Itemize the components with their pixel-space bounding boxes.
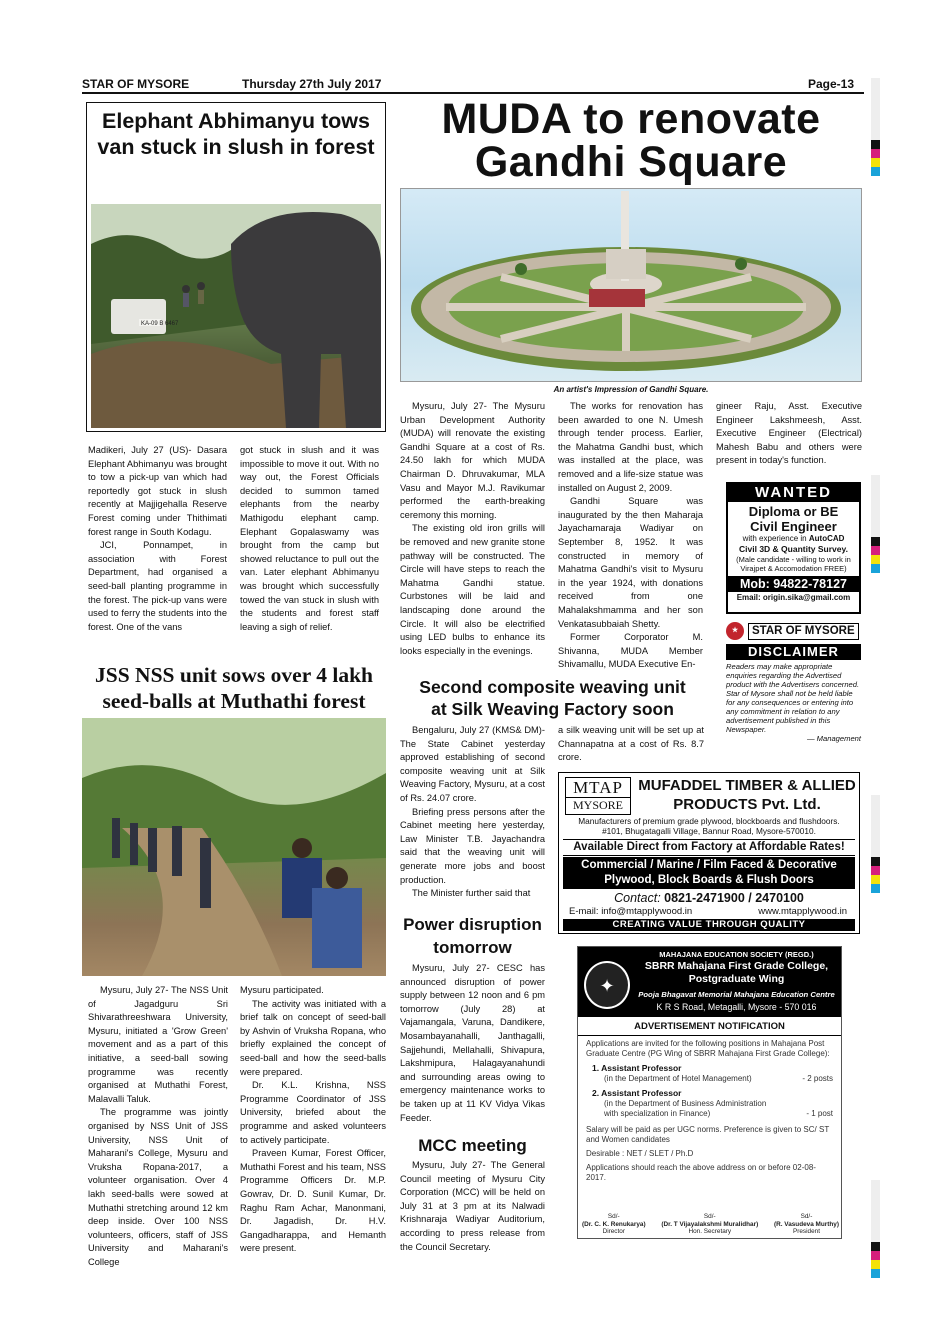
paragraph: The works for renovation has been awarded to one N. Umesh through tender process. Earlier, the Mahatma Gandhi bust, which was installed at the place, was removed and a life-size statue was installed on August 2, 2009. — [558, 401, 703, 493]
muda-headline-line-1: MUDA to renovate — [441, 95, 821, 143]
mahajana-pos1: 1. Assistant Professor — [592, 1063, 682, 1073]
gandhi-square-render — [400, 188, 862, 382]
color-swatch — [871, 1251, 880, 1260]
color-swatch — [871, 167, 880, 176]
mahajana-pos2-dept-l1: (in the Department of Business Administration — [604, 1099, 767, 1108]
nss-headline — [82, 662, 386, 714]
page-number: Page-13 — [808, 77, 855, 91]
mahajana-pos2-dept-l2: with specialization in Finance) — [604, 1109, 711, 1118]
wanted-line-4: Civil 3D & Quantity Survey. — [739, 544, 848, 554]
color-swatch — [871, 564, 880, 573]
color-swatch — [871, 1260, 880, 1269]
wanted-title: WANTED — [728, 484, 859, 502]
signatory-name: (Dr. T Vijayalakshmi Muralidhar) — [661, 1220, 759, 1228]
color-swatch — [871, 140, 880, 149]
wanted-ad — [726, 482, 861, 614]
wanted-experience-software: AutoCAD — [808, 534, 845, 543]
color-swatch — [871, 537, 880, 546]
mahajana-pos2-count: - 1 post — [806, 1109, 833, 1118]
elephant-photo — [91, 204, 381, 428]
signatory-president — [774, 1213, 839, 1236]
mtap-contact-numbers: 0821-2471900 / 2470100 — [664, 891, 804, 905]
weaving-headline-line-2: at Silk Weaving Factory soon — [431, 699, 674, 719]
paragraph: Briefing press persons after the Cabinet meeting here yesterday, Law Minister T.B. Jayachandra said that the weaving unit will generate more jobs and boost production. — [400, 806, 545, 885]
mtap-name-l2: PRODUCTS Pvt. Ltd. — [673, 796, 821, 813]
signatory-director — [582, 1213, 646, 1236]
signatory-name: (R. Vasudeva Murthy) — [773, 1220, 839, 1228]
nss-headline-line-1: JSS NSS unit sows over 4 lakh — [95, 663, 373, 687]
color-swatch — [871, 866, 880, 875]
mtap-contact — [563, 891, 855, 906]
mahajana-pos1-dept: (in the Department of Hotel Management) — [604, 1074, 752, 1083]
signatory-role: President — [792, 1228, 820, 1236]
signatory-name: (Dr. C. K. Renukarya) — [582, 1220, 646, 1228]
mtap-contact-label: Contact: — [614, 891, 665, 905]
weaving-headline — [400, 676, 705, 720]
paragraph: Mysuru participated. — [240, 985, 324, 995]
margin-strip — [871, 78, 880, 140]
color-swatch — [871, 875, 880, 884]
color-swatch — [871, 158, 880, 167]
wanted-mobile: Mob: 94822-78127 — [728, 576, 859, 592]
star-logo-icon: ★ — [726, 622, 744, 640]
muda-col-3 — [716, 400, 862, 468]
mahajana-desirable: Desirable : NET / SLET / Ph.D — [586, 1149, 694, 1158]
mahajana-pos1-row — [578, 1074, 841, 1084]
volunteer — [312, 888, 362, 968]
paragraph: Praveen Kumar, Forest Officer, Muthathi Forest and his team, NSS Programme Officers Dr. M.P. Gowrav, Dr. D. Sunil Kumar, Dr. Raghu Ram Achar, Manonmani, Dr. Jagadish, Dr. H.V. Gangadharappa, and Hemanth were present. — [240, 1148, 386, 1254]
color-swatch — [871, 857, 880, 866]
wanted-line-1: Diploma or BE — [748, 504, 839, 519]
mcc-headline: MCC meeting — [418, 1136, 527, 1155]
power-headline-line-2: tomorrow — [433, 938, 512, 957]
power-headline-line-1: Power disruption — [403, 915, 542, 934]
mahajana-pos2: 2. Assistant Professor — [592, 1088, 682, 1098]
mahajana-intro: Applications are invited for the following positions in Mahajana Post Graduate Centre (PG Wing of SBRR Mahajana First Grade College): — [586, 1039, 830, 1058]
margin-strip — [871, 795, 880, 857]
paragraph: Former Corporator M. Shivanna, MUDA Member Shivamallu, MUDA Executive En- — [558, 632, 703, 670]
signatory-secretary — [661, 1213, 758, 1236]
mahajana-college-l2: Postgraduate Wing — [688, 973, 785, 985]
paragraph: Madikeri, July 27 (US)- Dasara Elephant Abhimanyu was brought to tow a pick-up van which had reportedly got stuck in slush recently at Majjigehalla Reserve Forest coming under Thithimati forest range in South Kodagu. — [88, 445, 227, 537]
mtap-logo-l2: MYSORE — [566, 797, 630, 812]
margin-strip — [871, 1180, 880, 1242]
mahajana-pos2-row — [578, 1109, 841, 1119]
wanted-line-3 — [728, 534, 859, 544]
wanted-email: Email: origin.sika@gmail.com — [736, 593, 851, 602]
paragraph: Bengaluru, July 27 (KMS& DM)- The State Cabinet yesterday approved establishing of second composite weaving unit at Silk Weaving Factory, Mysuru, at a cost of Rs. 24.07 crore. — [400, 725, 545, 803]
mtap-desc: Manufacturers of premium grade plywood, blockboards and flushdoors. — [578, 816, 840, 826]
margin-strip — [871, 475, 880, 537]
disclaimer-sign: — Management — [806, 734, 861, 743]
color-swatch — [871, 149, 880, 158]
red-steps — [589, 289, 645, 307]
paper-name: STAR OF MYSORE — [82, 77, 190, 91]
mtap-website[interactable]: www.mtapplywood.in — [758, 906, 847, 917]
elephant-col-1 — [88, 444, 227, 634]
mahajana-header — [578, 947, 841, 1017]
nss-col-2 — [240, 984, 386, 1256]
paragraph: Dr. K.L. Krishna, NSS Programme Coordinator of JSS University, briefed about the programme and asked volunteers to actively participate. — [240, 1080, 386, 1145]
mtap-company-name — [637, 776, 857, 814]
elephant-headline: Elephant Abhimanyu tows van stuck in slush in forest — [97, 109, 375, 160]
color-swatch — [871, 555, 880, 564]
mtap-logo-l1: MTAP — [573, 778, 623, 797]
color-swatch — [871, 1269, 880, 1278]
mtap-name-l1: MUFADDEL TIMBER & ALLIED — [638, 777, 856, 794]
disclaimer-logo-text: STAR OF MYSORE — [748, 623, 859, 640]
paragraph: JCI, Ponnampet, in association with Forest Department, had organised a seed-ball planting programme in the forest. The pick-up vans were used to ferry the students into the forest. One of the vans — [88, 540, 227, 632]
wanted-line-5: (Male candidate - willing to work in Virajpet & Accomodation FREE) — [736, 555, 851, 573]
signatory-role: Hon. Secretary — [688, 1228, 732, 1236]
paragraph: Mysuru, July 27- CESC has announced disruption of power supply between 12 noon and 6 pm tomorrow (July 28) at Vajamangala, Varuna, Dandikere, Mosambayanahalli, Janthagalli, Sajjehundi, Mellahalli, Shivapura, Lakshmipura, Halagayanahundi and surrounding areas owing to emergency maintenance works to be taken up at 11 KV Vidya Vikas Feeder. — [400, 963, 545, 1123]
paragraph: Gandhi Square was inaugurated by the then Maharaja Jayachamaraja Wadiyar on September 8, 1952. It was constructed in memory of Mahatma Gandhi's visit to Mysuru in the year 1924, with donations received from one Mahalakshmamma and her son Venkatasubbaiah Shetty. — [558, 496, 703, 629]
mtap-address: #101, Bhugatagalli Village, Bannur Road, Mysore-570010. — [602, 826, 816, 836]
mahajana-notification-title: ADVERTISEMENT NOTIFICATION — [578, 1021, 841, 1036]
signature-mark: Sd/- — [800, 1213, 813, 1221]
mahajana-address: K R S Road, Metagalli, Mysore - 570 016 — [656, 1002, 817, 1012]
mtap-tagline: CREATING VALUE THROUGH QUALITY — [563, 919, 855, 931]
elephant-col-2 — [240, 444, 379, 634]
mtap-email[interactable]: E-mail: info@mtapplywood.in — [569, 906, 693, 917]
signature-mark: Sd/- — [703, 1213, 716, 1221]
muda-headline — [400, 95, 862, 186]
disclaimer-title: DISCLAIMER — [726, 644, 861, 660]
weaving-col-2 — [558, 724, 704, 765]
disclaimer-box — [726, 621, 861, 745]
color-swatch — [871, 1242, 880, 1251]
wanted-line-2: Civil Engineer — [750, 519, 837, 534]
weaving-col-1 — [400, 724, 545, 901]
paragraph: The programme was jointly organised by NSS Unit of JSS University, NSS Unit of Maharani's College, Mysuru and Vruksha Ropana-2017, a volunteer organisation. Over 4 lakh seed-balls were sowed at Muthathi stretching around 12 km deep inside. Over 100 NSS volunteers, officers, staff of JSS University and Maharani's College — [88, 1107, 228, 1267]
nss-volunteers-photo — [82, 718, 386, 976]
color-swatch — [871, 884, 880, 893]
mahajana-centre: Pooja Bhagavat Memorial Mahajana Education Centre — [638, 990, 835, 999]
disclaimer-text: Readers may make appropriate enquiries regarding the Advertised product with the Advertisers concerned. Star of Mysore shall not be held liable for any consequences or entering into any commitment in relation to any advertisement published in this Newspaper. — [726, 662, 860, 734]
mtap-products-l1: Commercial / Marine / Film Faced & Decorative — [581, 859, 837, 871]
header-rule — [82, 92, 864, 94]
mahajana-pos1-count: - 2 posts — [802, 1074, 833, 1083]
mtap-ad — [558, 772, 860, 934]
mahajana-society: MAHAJANA EDUCATION SOCIETY (REGD.) — [659, 950, 814, 959]
paragraph: Mysuru, July 27- The General Council meeting of Mysuru City Corporation (MCC) will be held on July 31 at 3 pm at its Nalwadi Krishnaraja Wadiyar Auditorium, according to press release from the Council Secretary. — [400, 1160, 545, 1252]
weaving-headline-line-1: Second composite weaving unit — [419, 677, 686, 697]
mahajana-college-l1: SBRR Mahajana First Grade College, — [644, 960, 829, 972]
issue-date: Thursday 27th July 2017 — [242, 77, 382, 91]
mahajana-salary: Salary will be paid as per UGC norms. Preference is given to SC/ ST and Women candidates — [586, 1125, 830, 1144]
signatory-role: Director — [602, 1228, 625, 1236]
mtap-logo — [565, 777, 631, 815]
signature-mark: Sd/- — [607, 1213, 620, 1221]
muda-col-2 — [558, 400, 703, 672]
paragraph: gineer Raju, Asst. Executive Engineer Lakshmeesh, Asst. Executive Engineer (Electrical) Mahesh Babu and others were present in today's function. — [716, 401, 862, 466]
mahajana-ad — [577, 946, 842, 1239]
color-swatch — [871, 546, 880, 555]
mtap-products-l2: Plywood, Block Boards & Flush Doors — [604, 874, 814, 886]
paragraph: Mysuru, July 27- The Mysuru Urban Development Authority (MUDA) will renovate the existing Gandhi Square at a cost of Rs. 24.50 lakh for which MUDA Chairman D. Dhruvakumar, MLA Vasu and Mayor M.J. Ravikumar performed the earth-breaking ceremony this morning. — [400, 401, 545, 520]
van-plate: KA-09 B 6467 — [141, 321, 179, 327]
nss-headline-line-2: seed-balls at Muthathi forest — [102, 689, 366, 713]
mahajana-signatories — [582, 1213, 839, 1236]
photo-caption: An artist's Impression of Gandhi Square. — [553, 385, 709, 394]
paragraph: The Minister further said that — [412, 888, 531, 899]
mahajana-deadline: Applications should reach the above address on or before 02-08-2017. — [586, 1163, 816, 1182]
mtap-products — [563, 857, 855, 889]
emblem-icon: ✦ — [584, 961, 630, 1009]
mcc-body — [400, 1159, 545, 1254]
paragraph: The activity was initiated with a brief talk on concept of seed-ball by Ashvin of Vruksha Ropana, who briefly explained the concept of seed-ball and how the seed-balls were prepared. — [240, 998, 386, 1077]
paragraph: Mysuru, July 27- The NSS Unit of Jagadguru Sri Shivarathreeshwara University, Mysuru, initiated a 'Grow Green' movement and as a part of this initiative, a seed-ball sowing programme was recently organised at Muthathi Forest, Malavalli Taluk. — [88, 985, 228, 1104]
muda-headline-line-2: Gandhi Square — [474, 138, 788, 186]
pickup-van — [111, 299, 166, 334]
paragraph: got stuck in slush and it was impossible to move it out. With no way out, the Forest Officials decided to summon tamed elephants from the nearby Mathigodu elephant camp. Elephant Gopalaswamy was brought from the camp but showed reluctance to pull out the van. Later elephant Abhimanyu was brought which successfully towed the van stuck in slush with the students and forest staff leaving a sigh of relief. — [240, 445, 379, 632]
mahajana-college — [634, 960, 839, 986]
wanted-experience-label: with experience in — [742, 534, 809, 543]
muda-col-1 — [400, 400, 545, 658]
power-headline — [400, 913, 545, 959]
nss-col-1 — [88, 984, 228, 1269]
power-body — [400, 962, 545, 1125]
paragraph: a silk weaving unit will be set up at Channapatna at a cost of Rs. 8.7 crore. — [558, 725, 704, 763]
paragraph: The existing old iron grills will be removed and new granite stone pathway will be constructed. The Circle will have steps to reach the Mahatma Gandhi statue. Curbstones will be laid and landscaping done around the Circle. It will also be electrified using LED bulbs to enhance its looks especially in the evenings. — [400, 523, 545, 656]
mtap-direct: Available Direct from Factory at Affordable Rates! — [563, 839, 855, 856]
